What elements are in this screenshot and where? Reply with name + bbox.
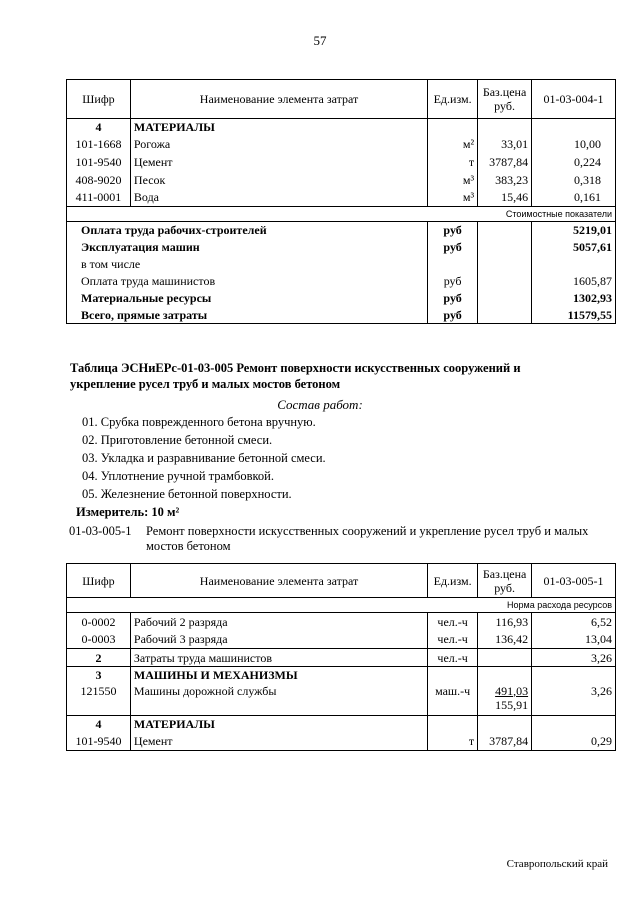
- table-caption: [70, 360, 580, 392]
- col-header-norm: 01-03-005-1: [532, 564, 616, 598]
- row-value: 13,04: [532, 631, 616, 649]
- cost-name: Материальные ресурсы: [67, 290, 428, 307]
- col-header-code: Шифр: [67, 80, 131, 119]
- row-code: 101-9540: [67, 153, 131, 171]
- row-unit: маш.-ч: [428, 684, 478, 716]
- operation-item: 01. Срубка поврежденного бетона вручную.: [82, 415, 316, 429]
- caption-line-1: Таблица ЭСНиЕРс-01-03-005 Ремонт поверхности искусственных сооружений и: [70, 361, 521, 375]
- table-row: [67, 733, 616, 751]
- row-unit: м²: [428, 135, 478, 153]
- row-value: 3,26: [532, 649, 616, 667]
- col-header-name: Наименование элемента затрат: [130, 80, 427, 119]
- col-header-norm: 01-03-004-1: [532, 80, 616, 119]
- row-code: 0-0003: [67, 631, 131, 649]
- row-unit: т: [428, 153, 478, 171]
- operation-item: 02. Приготовление бетонной смеси.: [82, 433, 273, 447]
- col-header-name: Наименование элемента затрат: [130, 564, 427, 598]
- cost-name: Оплата труда рабочих-строителей: [67, 222, 428, 239]
- row-code: 121550: [67, 684, 131, 716]
- col-header-unit: Ед.изм.: [428, 80, 478, 119]
- cost-unit: руб: [428, 222, 478, 239]
- col-header-code: Шифр: [67, 564, 131, 598]
- cost-value: 11579,55: [532, 307, 616, 324]
- row-price: 15,46: [478, 189, 532, 207]
- section-row: [67, 667, 616, 684]
- row-value: 6,52: [532, 613, 616, 631]
- row-unit: т: [428, 733, 478, 751]
- row-code: 2: [67, 649, 131, 667]
- col-header-price: Баз.цена руб.: [478, 80, 532, 119]
- page-number: 57: [313, 33, 327, 48]
- cost-name: Оплата труда машинистов: [67, 273, 428, 290]
- cost-header-row: [67, 207, 616, 222]
- norm-code: 01-03-005-1: [69, 524, 132, 538]
- row-value: 0,161: [532, 189, 616, 207]
- row-price: 3787,84: [478, 153, 532, 171]
- table-row: [67, 684, 616, 716]
- row-name: Цемент: [130, 153, 427, 171]
- row-value: 3,26: [532, 684, 616, 716]
- row-price: 383,23: [478, 171, 532, 189]
- resource-table-1: [66, 79, 616, 324]
- cost-header-label: Стоимостные показатели: [67, 207, 616, 222]
- cost-unit: руб: [428, 290, 478, 307]
- row-name: Рогожа: [130, 135, 427, 153]
- section-row: [67, 119, 616, 135]
- norm-name: [146, 524, 606, 554]
- table-row: [67, 135, 616, 153]
- section-row: [67, 716, 616, 733]
- table-row: [67, 189, 616, 207]
- table-header-row: [67, 80, 616, 119]
- row-unit: м³: [428, 189, 478, 207]
- section-title: МАШИНЫ И МЕХАНИЗМЫ: [130, 667, 427, 684]
- row-unit: м³: [428, 171, 478, 189]
- table-header-row: [67, 564, 616, 598]
- cost-value: 1302,93: [532, 290, 616, 307]
- work-composition-title: Состав работ:: [277, 397, 363, 412]
- row-name: Песок: [130, 171, 427, 189]
- cost-unit: руб: [428, 239, 478, 256]
- cost-row: [67, 273, 616, 290]
- row-code: 101-9540: [67, 733, 131, 751]
- norm-name-line-1: Ремонт поверхности искусственных сооружений и укрепление русел труб и малых: [146, 524, 589, 538]
- section-number: 3: [67, 667, 131, 684]
- row-name: Рабочий 2 разряда: [130, 613, 427, 631]
- row-unit: чел.-ч: [428, 649, 478, 667]
- cost-value: 1605,87: [532, 273, 616, 290]
- cost-row: [67, 256, 616, 273]
- section-number: 4: [67, 119, 131, 135]
- row-price: 3787,84: [478, 733, 532, 751]
- price-base: 491,03: [495, 683, 529, 698]
- cost-row: [67, 307, 616, 324]
- row-name: Затраты труда машинистов: [130, 649, 427, 667]
- cost-row: [67, 222, 616, 239]
- row-unit: чел.-ч: [428, 631, 478, 649]
- row-name: Цемент: [130, 733, 427, 751]
- row-price: 136,42: [478, 631, 532, 649]
- norm-header-label: Норма расхода ресурсов: [67, 598, 616, 613]
- operation-item: 05. Железнение бетонной поверхности.: [82, 487, 292, 501]
- cost-name: Эксплуатация машин: [67, 239, 428, 256]
- row-price: 116,93: [478, 613, 532, 631]
- region-footer: Ставропольский край: [506, 858, 608, 870]
- cost-unit: руб: [428, 307, 478, 324]
- price-labor: 155,91: [495, 697, 529, 712]
- row-value: 10,00: [532, 135, 616, 153]
- table-row: [67, 613, 616, 631]
- norm-name-line-2: мостов бетоном: [146, 539, 231, 553]
- row-value: 0,318: [532, 171, 616, 189]
- row-value: 0,224: [532, 153, 616, 171]
- row-name: Вода: [130, 189, 427, 207]
- cost-row: [67, 239, 616, 256]
- table-row: [67, 171, 616, 189]
- cost-name: в том числе: [67, 256, 428, 273]
- norm-header-row: [67, 598, 616, 613]
- col-header-unit: Ед.изм.: [428, 564, 478, 598]
- col-header-price: Баз.цена руб.: [478, 564, 532, 598]
- row-code: 411-0001: [67, 189, 131, 207]
- cost-unit: руб: [428, 273, 478, 290]
- caption-line-2: укрепление русел труб и малых мостов бетоном: [70, 377, 341, 391]
- row-code: 0-0002: [67, 613, 131, 631]
- row-name: Машины дорожной службы: [130, 684, 427, 716]
- measure-unit: Измеритель: 10 м²: [76, 505, 180, 519]
- cost-value: 5219,01: [532, 222, 616, 239]
- cost-value: 5057,61: [532, 239, 616, 256]
- row-name: Рабочий 3 разряда: [130, 631, 427, 649]
- row-unit: чел.-ч: [428, 613, 478, 631]
- row-price: 33,01: [478, 135, 532, 153]
- resource-table-2: [66, 563, 616, 751]
- operation-item: 03. Укладка и разравнивание бетонной смеси.: [82, 451, 326, 465]
- section-title: МАТЕРИАЛЫ: [130, 119, 427, 135]
- cost-name: Всего, прямые затраты: [67, 307, 428, 324]
- row-code: 408-9020: [67, 171, 131, 189]
- table-row: [67, 649, 616, 667]
- table-row: [67, 153, 616, 171]
- operation-item: 04. Уплотнение ручной трамбовкой.: [82, 469, 274, 483]
- row-value: 0,29: [532, 733, 616, 751]
- cost-row: [67, 290, 616, 307]
- table-row: [67, 631, 616, 649]
- row-code: 101-1668: [67, 135, 131, 153]
- row-price: [478, 684, 532, 716]
- section-number: 4: [67, 716, 131, 733]
- section-title: МАТЕРИАЛЫ: [130, 716, 427, 733]
